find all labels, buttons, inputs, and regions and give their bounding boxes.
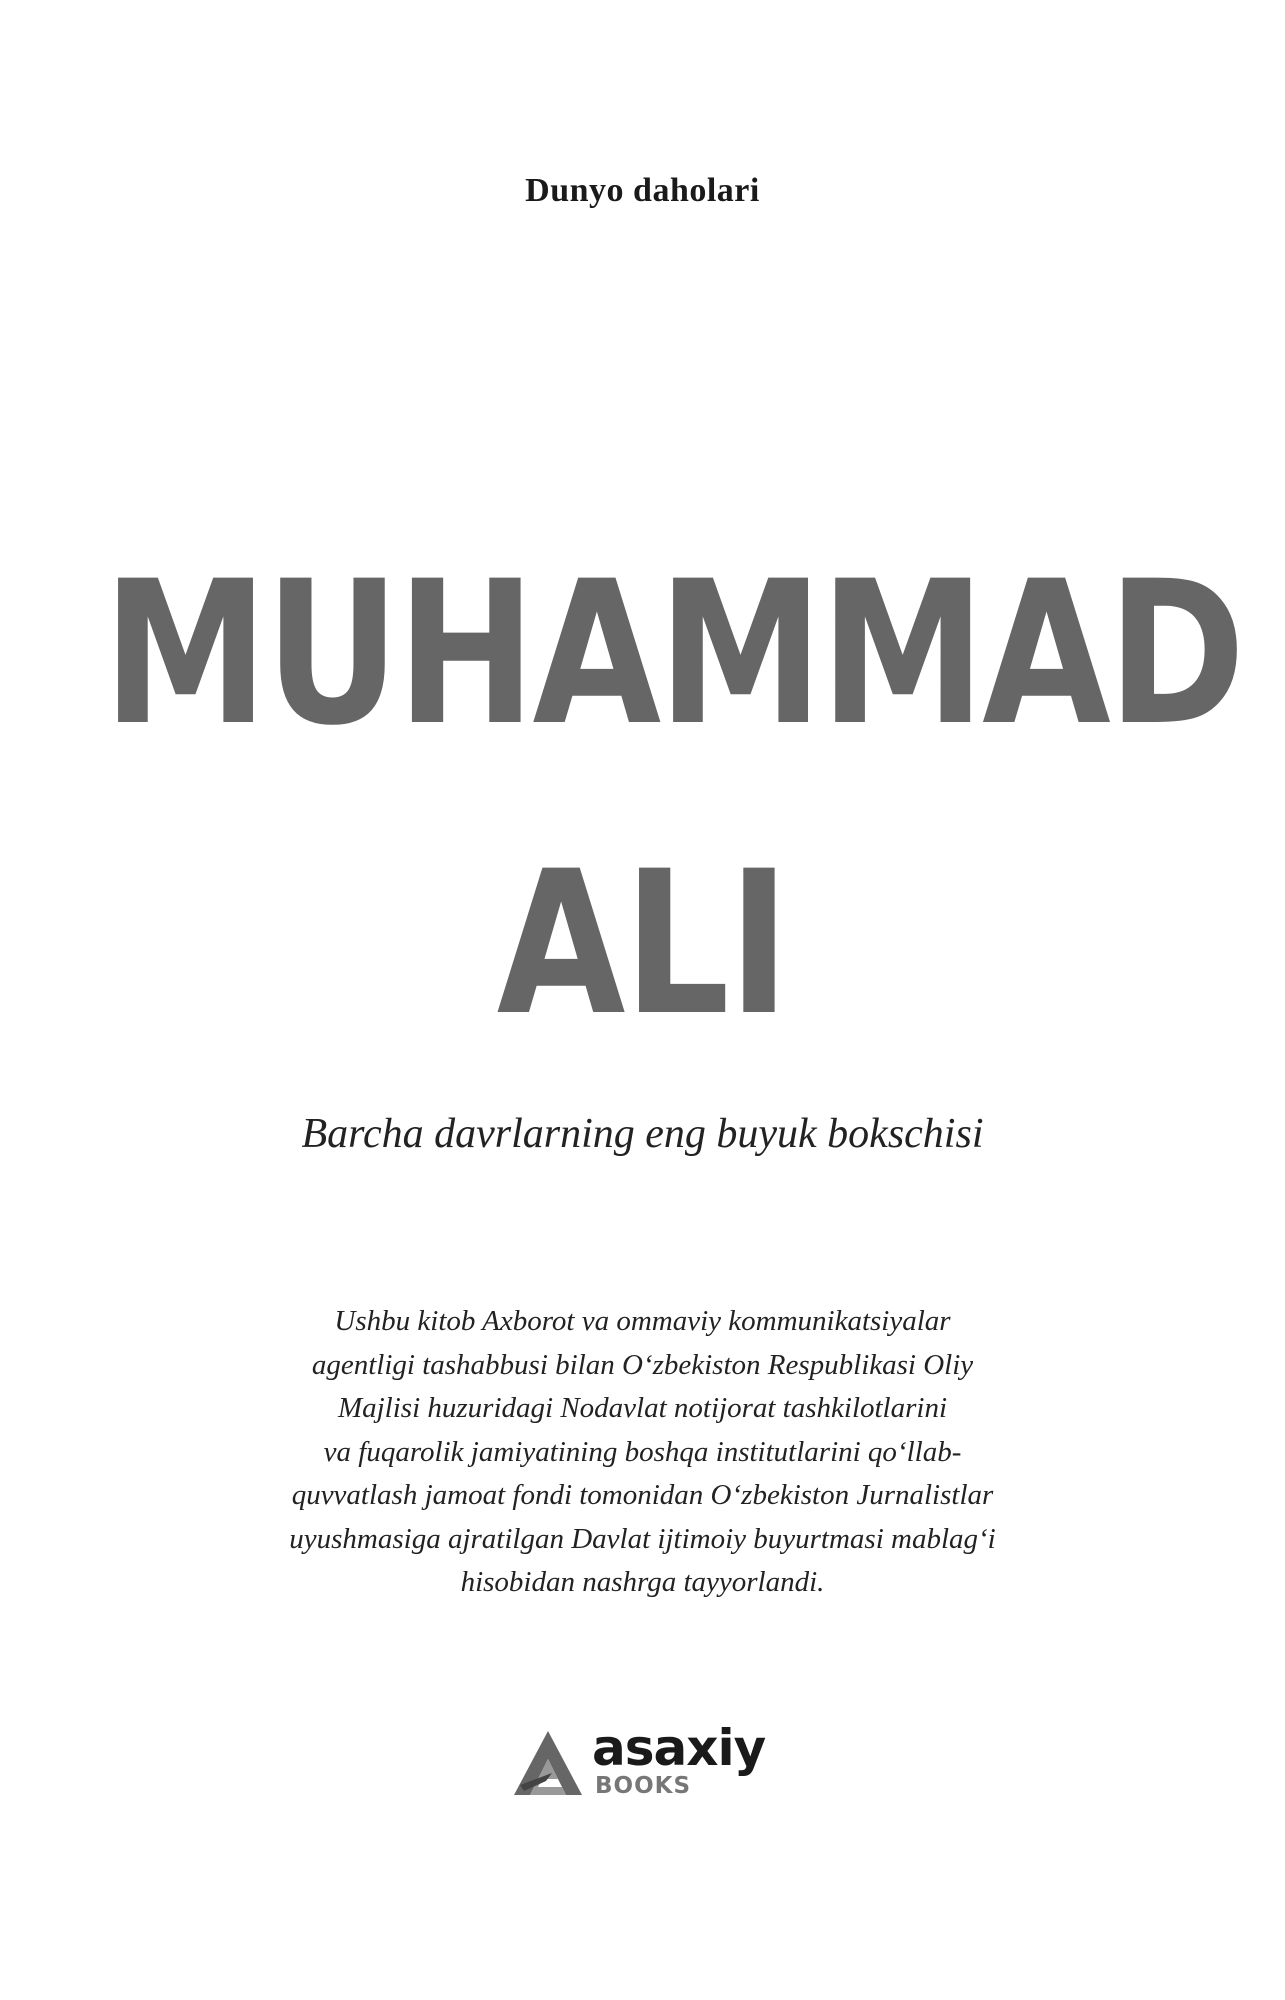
funding-note-line: agentligi tashabbusi bilan O‘zbekiston Respublikasi Oliy xyxy=(311,1348,974,1381)
funding-note-line: uyushmasiga ajratilgan Davlat ijtimoiy buyurtmasi mablag‘i xyxy=(289,1522,996,1555)
book-title-line-2: ALI xyxy=(496,828,789,1059)
series-title: Dunyo daholari xyxy=(525,172,760,209)
asaxiy-logo-icon xyxy=(512,1729,584,1797)
funding-note-line: quvvatlash jamoat fondi tomonidan O‘zbekiston Jurnalistlar xyxy=(291,1479,994,1511)
publisher-name: asaxiy xyxy=(592,1719,766,1777)
publisher-sub: BOOKS xyxy=(595,1773,692,1799)
funding-note-line: Majlisi huzuridagi Nodavlat notijorat tashkilotlarini xyxy=(337,1392,948,1424)
funding-note-line: hisobidan nashrga tayyorlandi. xyxy=(460,1566,825,1598)
funding-note-line: Ushbu kitob Axborot va ommaviy kommunikatsiyalar xyxy=(334,1305,951,1337)
book-subtitle: Barcha davrlarning eng buyuk bokschisi xyxy=(301,1111,984,1157)
funding-note-line: va fuqarolik jamiyatining boshqa institutlarini qo‘llab- xyxy=(323,1435,962,1468)
publisher-logo xyxy=(512,1719,782,1805)
funding-note xyxy=(260,1300,1025,1605)
book-title-line-1: MUHAMMAD xyxy=(102,538,1243,769)
